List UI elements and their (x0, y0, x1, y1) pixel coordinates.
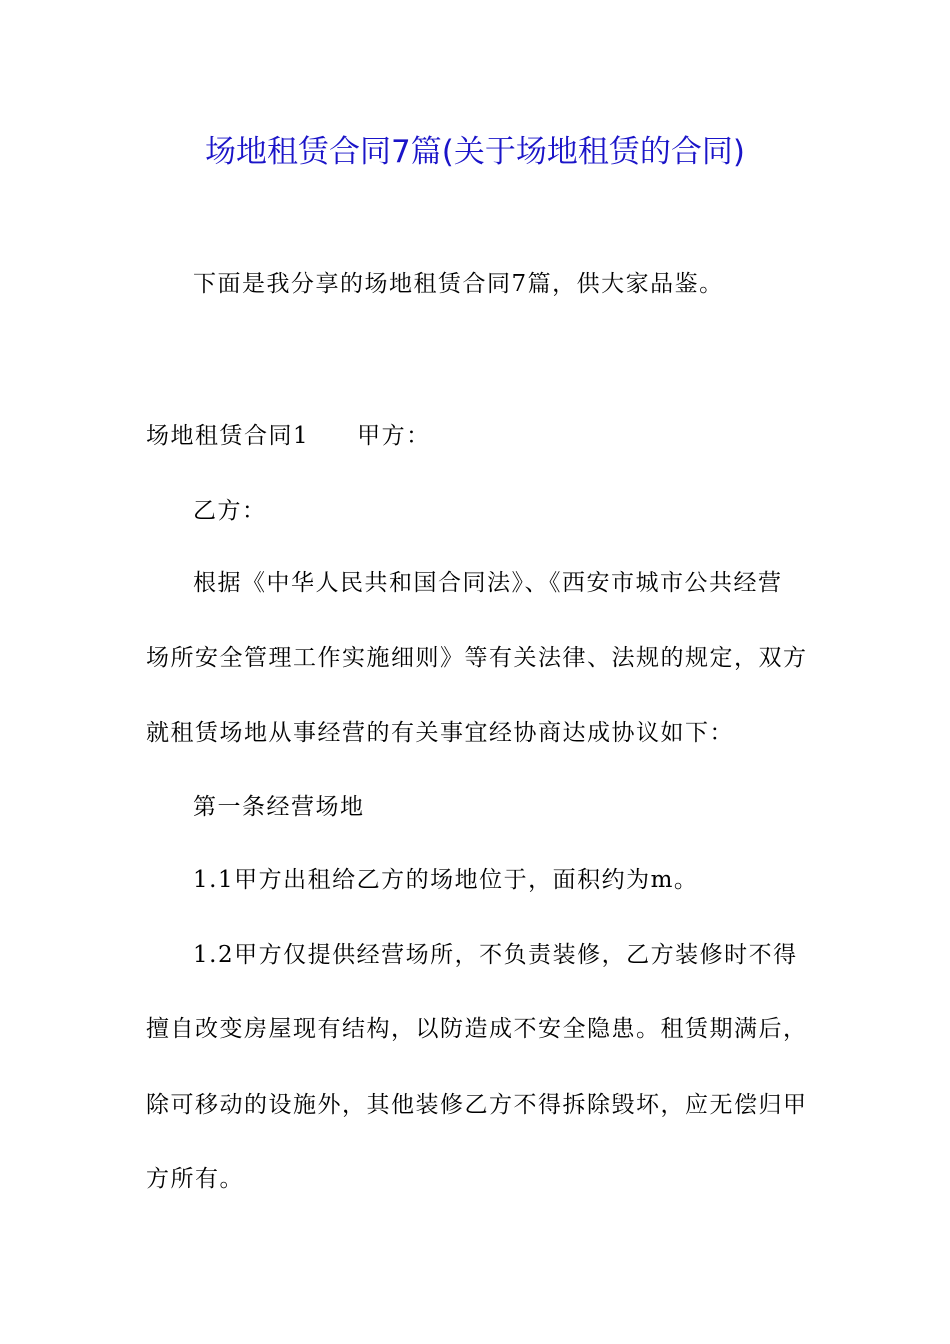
contract-heading-line (146, 418, 431, 454)
clause-1-2-line: 除可移动的设施外，其他装修乙方不得拆除毁坏，应无偿归甲 (146, 1092, 808, 1118)
preamble-line: 场所安全管理工作实施细则》等有关法律、法规的规定，双方 (146, 645, 808, 671)
article-1-heading: 第一条经营场地 (193, 794, 365, 820)
party-a-label: 甲方： (357, 423, 431, 449)
preamble-line: 根据《中华人民共和国合同法》、《西安市城市公共经营 (193, 570, 783, 596)
clause-1-2-line: 擅自改变房屋现有结构，以防造成不安全隐患。租赁期满后， (146, 1016, 808, 1042)
clause-1-2-line: 方所有。 (146, 1166, 244, 1192)
clause-1-2-line: 1.2甲方仅提供经营场所，不负责装修，乙方装修时不得 (193, 942, 798, 968)
preamble-line: 就租赁场地从事经营的有关事宜经协商达成协议如下： (146, 720, 734, 746)
contract-1-heading: 场地租赁合同1 (146, 423, 310, 449)
clause-1-1: 1.1甲方出租给乙方的场地位于，面积约为m。 (193, 867, 699, 893)
intro-paragraph: 下面是我分享的场地租赁合同7篇，供大家品鉴。 (193, 271, 724, 297)
party-b-label: 乙方： (193, 498, 267, 524)
document-title: 场地租赁合同7篇(关于场地租赁的合同) (205, 134, 745, 170)
